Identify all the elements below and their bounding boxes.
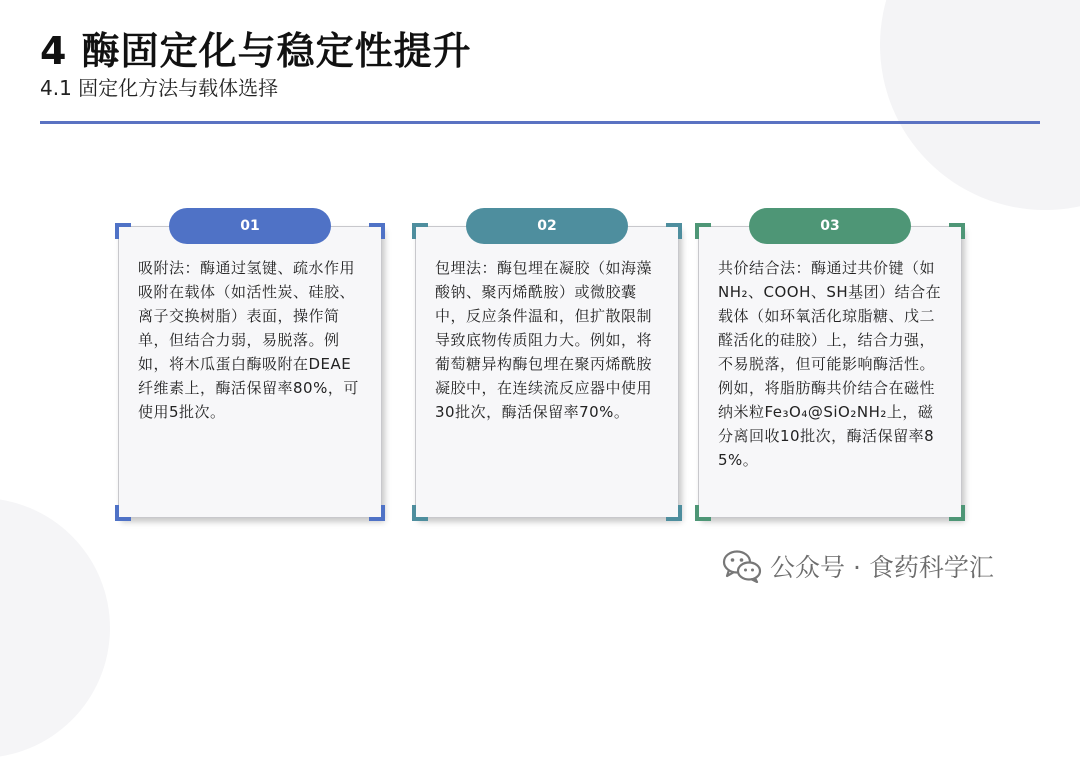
background-circle bbox=[0, 498, 110, 758]
method-card-adsorption bbox=[118, 218, 382, 518]
corner-bracket bbox=[115, 505, 131, 521]
title-divider bbox=[40, 121, 1040, 124]
card-number-badge: 03 bbox=[749, 208, 911, 244]
method-card-covalent bbox=[698, 218, 962, 518]
corner-bracket bbox=[695, 505, 711, 521]
background-circle bbox=[880, 0, 1080, 210]
card-text: 吸附法：酶通过氢键、疏水作用吸附在载体（如活性炭、硅胶、离子交换树脂）表面，操作简单，但结合力弱，易脱落。例如，将木瓜蛋白酶吸附在DEAE纤维素上，酶活保留率80%，可使用5批次。 bbox=[138, 259, 359, 421]
corner-bracket bbox=[412, 223, 428, 239]
slide-subtitle: 4.1 固定化方法与载体选择 bbox=[40, 76, 279, 100]
corner-bracket bbox=[695, 223, 711, 239]
corner-bracket bbox=[369, 505, 385, 521]
account-watermark bbox=[722, 548, 994, 584]
corner-bracket bbox=[115, 223, 131, 239]
card-number-badge: 01 bbox=[169, 208, 331, 244]
corner-bracket bbox=[369, 223, 385, 239]
corner-bracket bbox=[666, 505, 682, 521]
watermark-text: 公众号 · 食药科学汇 bbox=[770, 553, 994, 582]
slide-title: 4 酶固定化与稳定性提升 bbox=[40, 29, 472, 73]
wechat-icon bbox=[722, 549, 762, 583]
corner-bracket bbox=[949, 505, 965, 521]
card-number-badge: 02 bbox=[466, 208, 628, 244]
corner-bracket bbox=[666, 223, 682, 239]
card-text: 共价结合法：酶通过共价键（如NH₂、COOH、SH基团）结合在载体（如环氧活化琼脂糖、戊二醛活化的硅胶）上，结合力强，不易脱落，但可能影响酶活性。例如，将脂肪酶共价结合在磁性纳米粒Fe₃O₄@SiO₂NH₂上，磁分离回收10批次，酶活保留率85%。 bbox=[718, 259, 942, 469]
method-card-entrapment bbox=[415, 218, 679, 518]
corner-bracket bbox=[949, 223, 965, 239]
card-text: 包埋法：酶包埋在凝胶（如海藻酸钠、聚丙烯酰胺）或微胶囊中，反应条件温和，但扩散限制导致底物传质阻力大。例如，将葡萄糖异构酶包埋在聚丙烯酰胺凝胶中，在连续流反应器中使用30批次，酶活保留率70%。 bbox=[435, 259, 653, 421]
corner-bracket bbox=[412, 505, 428, 521]
